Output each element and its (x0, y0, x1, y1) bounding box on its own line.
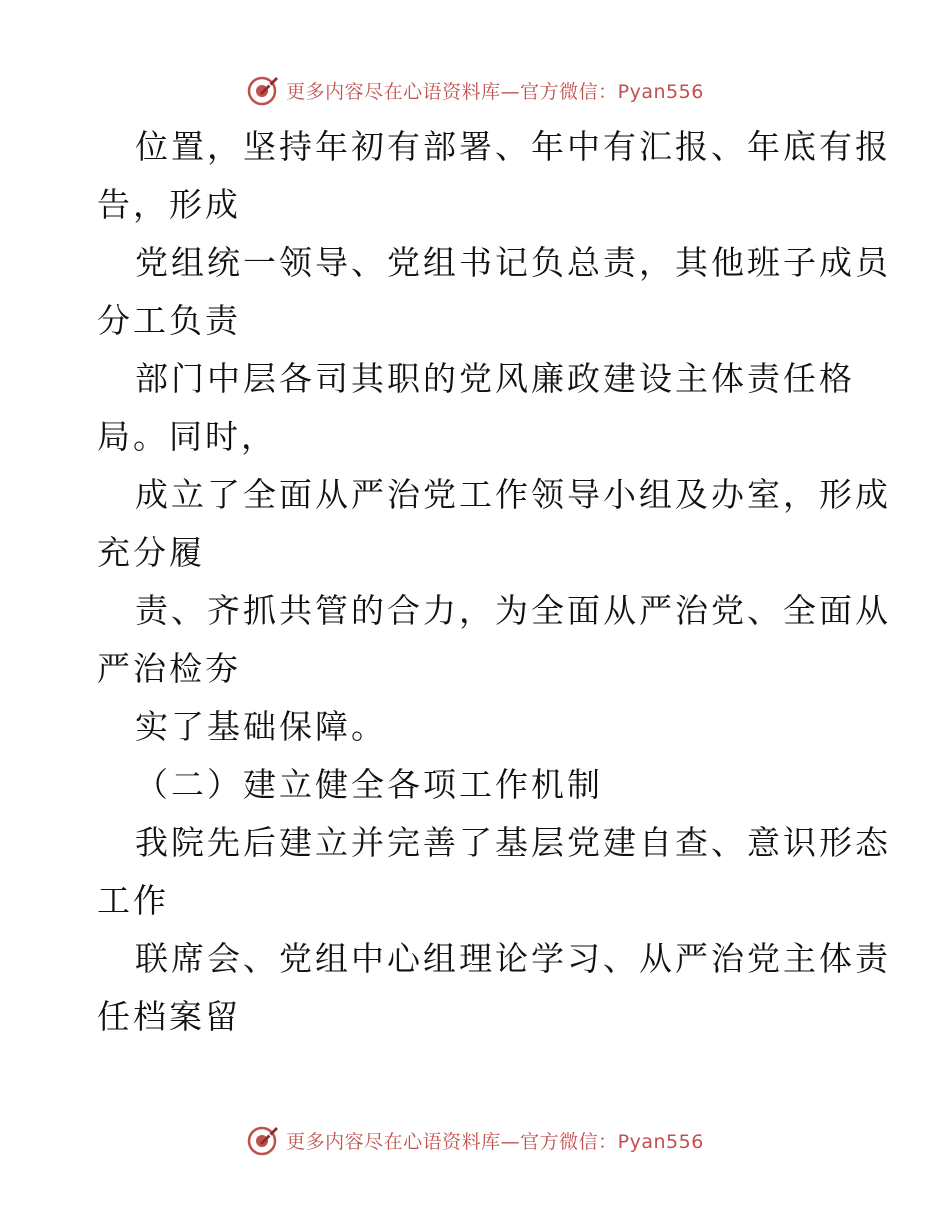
body-line: 我院先后建立并完善了基层党建自查、意识形态 (135, 823, 891, 862)
body-line: 责、齐抓共管的合力，为全面从严治党、全面从 (135, 591, 891, 630)
footer-banner-text: 更多内容尽在心语资料库—官方微信：Pyan556 (286, 1130, 704, 1153)
body-line: 党组统一领导、党组书记负总责，其他班子成员 (135, 243, 891, 282)
document-body (97, 118, 891, 1046)
body-line: 位置，坚持年初有部署、年中有汇报、年底有报 (135, 127, 891, 166)
pen-seal-icon (246, 73, 280, 107)
footer-banner (0, 1120, 950, 1160)
body-line: 分工负责 (97, 301, 241, 340)
header-banner (0, 70, 950, 110)
body-line: 实了基础保障。 (135, 707, 387, 746)
body-line: 成立了全面从严治党工作领导小组及办室，形成 (135, 475, 891, 514)
body-line: 部门中层各司其职的党风廉政建设主体责任格 (135, 359, 855, 398)
pen-seal-icon (246, 1123, 280, 1157)
body-line: 严治检夯 (97, 649, 241, 688)
body-line: 联席会、党组中心组理论学习、从严治党主体责 (135, 939, 891, 978)
body-line: 局。同时， (97, 417, 277, 456)
body-line: 告，形成 (97, 185, 241, 224)
body-line: 工作 (97, 881, 169, 920)
body-line: 充分履 (97, 533, 205, 572)
header-banner-text: 更多内容尽在心语资料库—官方微信：Pyan556 (286, 80, 704, 103)
body-line: 任档案留 (97, 997, 241, 1036)
section-heading: （二）建立健全各项工作机制 (135, 765, 603, 804)
